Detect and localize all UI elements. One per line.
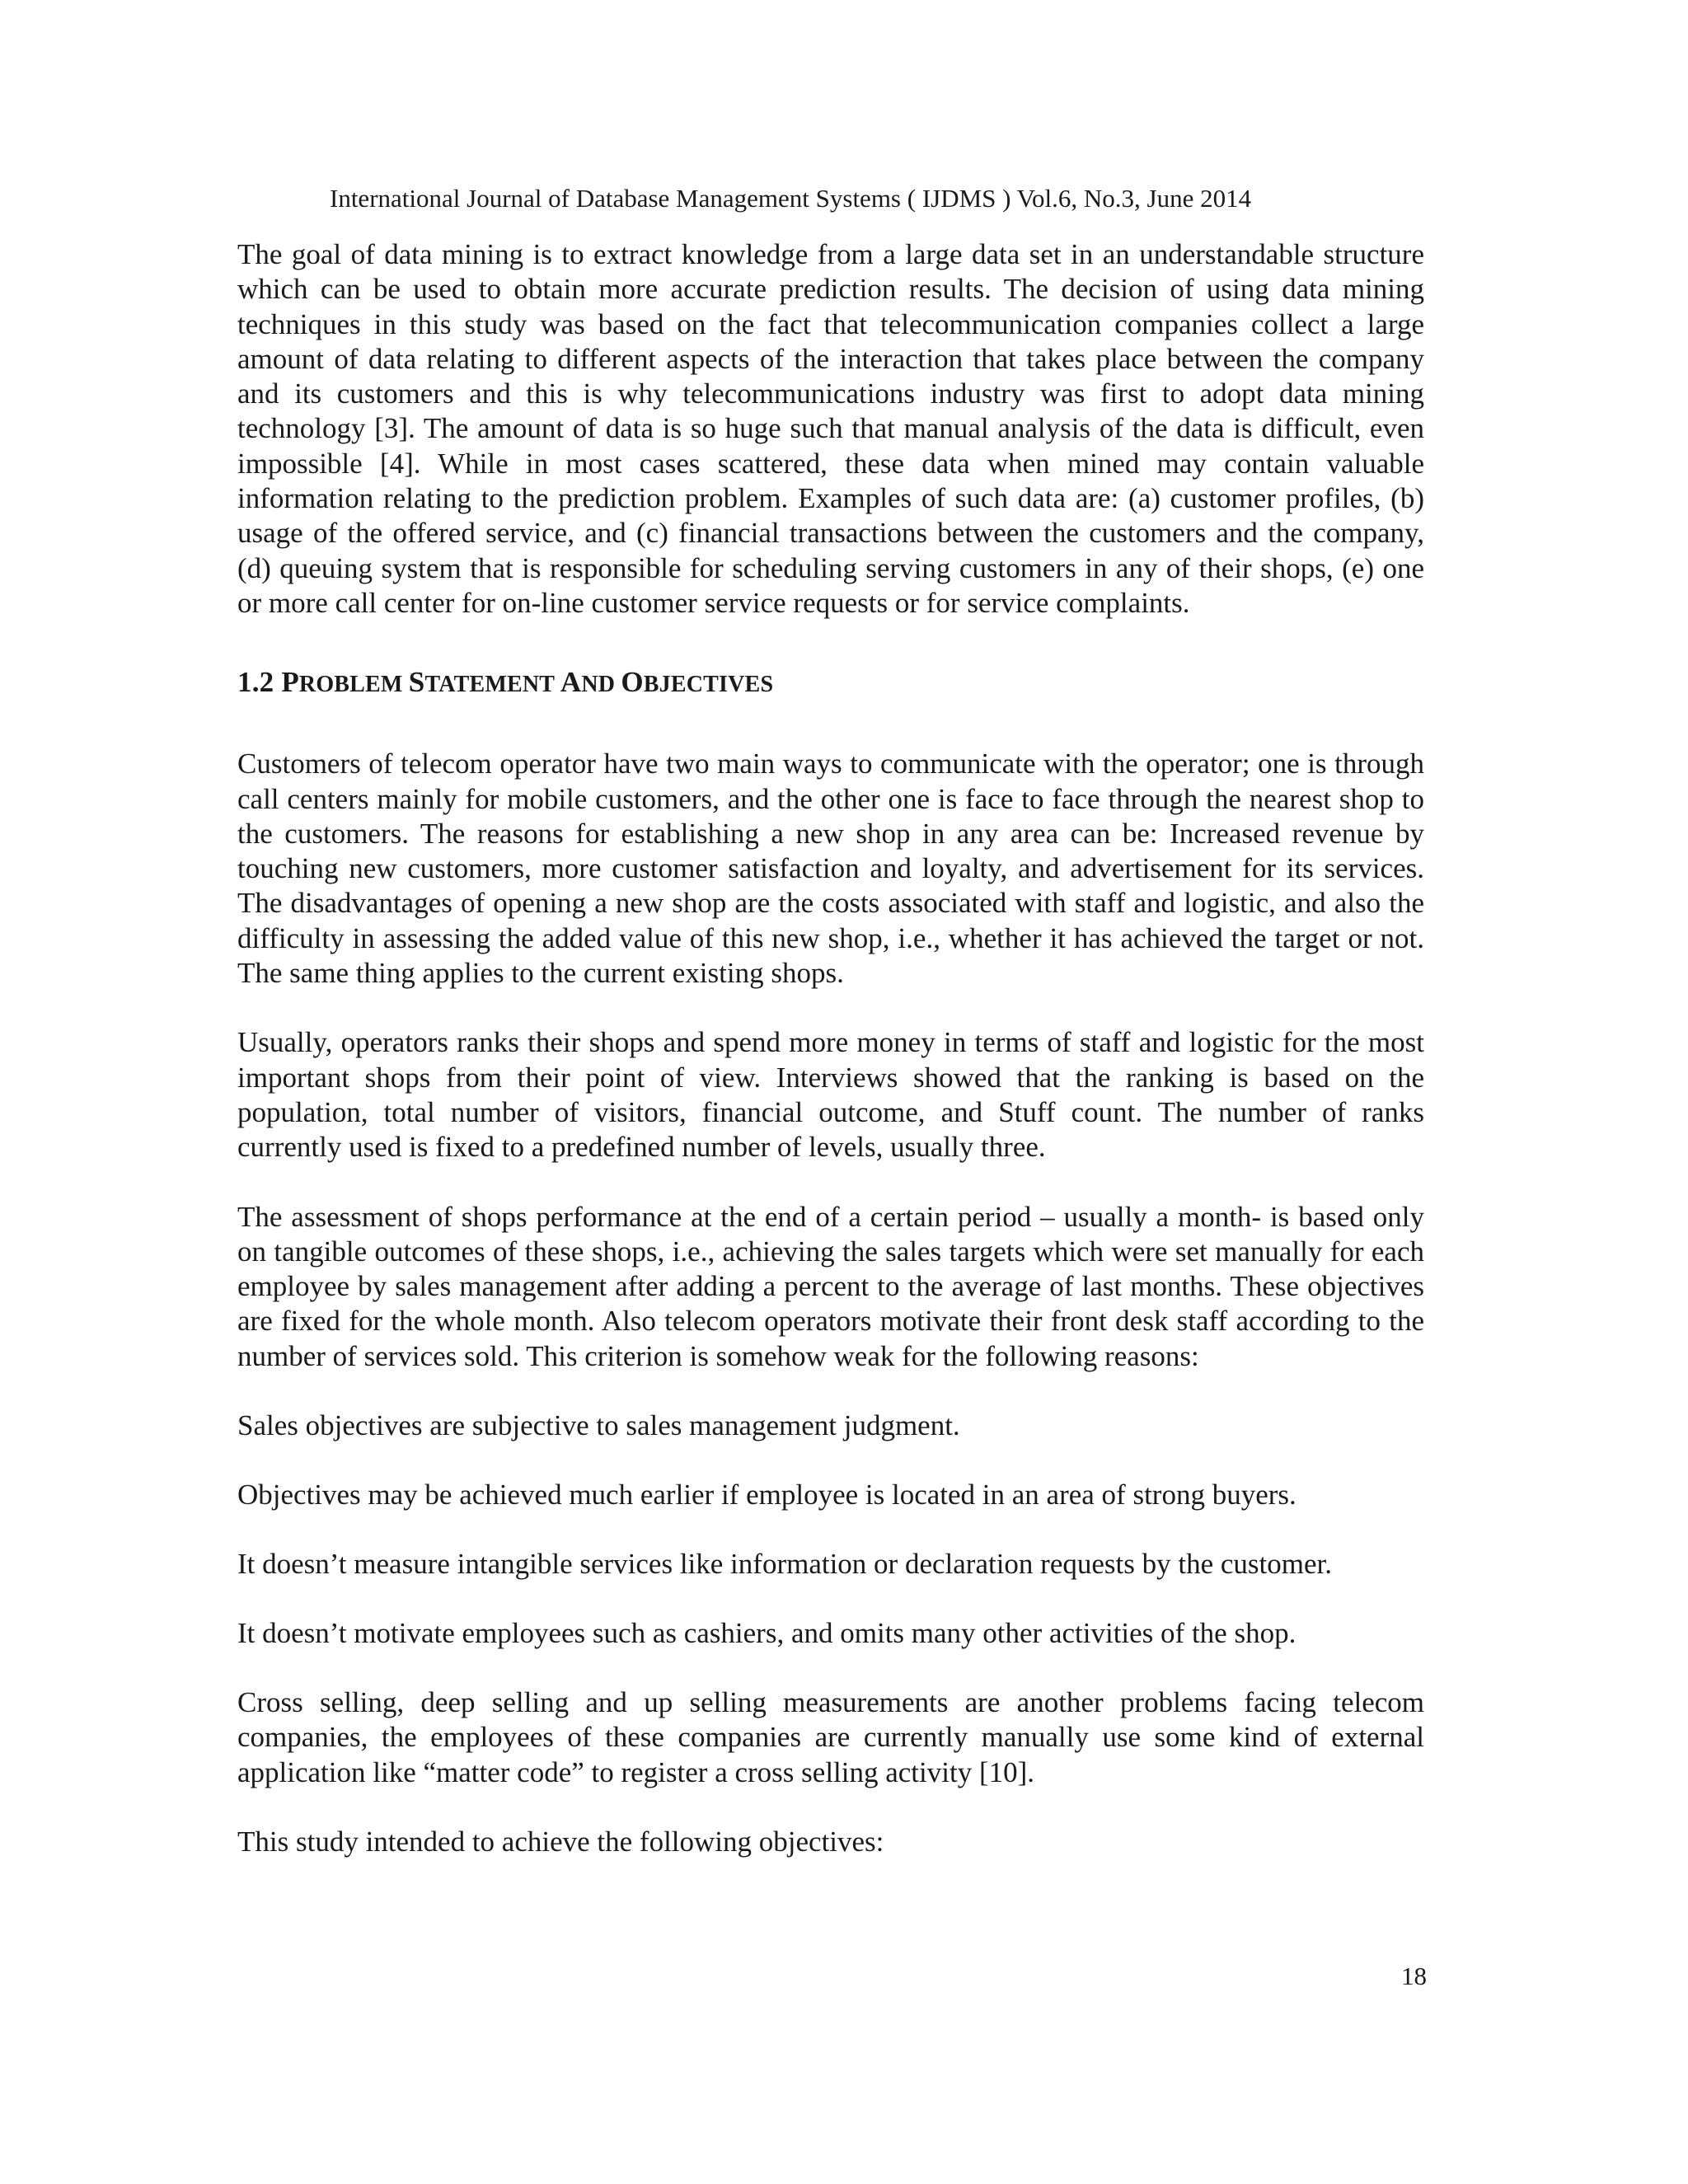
section-heading: 1.2 PROBLEM STATEMENT AND OBJECTIVES [237,666,774,699]
reason-item: Sales objectives are subjective to sales management judgment. [237,1409,960,1442]
cross-selling-paragraph: Cross selling, deep selling and up selling measurements are another problems facing telecom companies, the employees of these companies are currently manually use some kind of external application like “matter code” to register a cross selling activity [10]. [237,1686,1424,1788]
reason-item: Objectives may be achieved much earlier if employee is located in an area of strong buyers. [237,1479,1296,1511]
objectives-intro: This study intended to achieve the following objectives: [237,1825,884,1858]
page-number: 18 [1401,1961,1427,1990]
reason-item: It doesn’t motivate employees such as cashiers, and omits many other activities of the shop. [237,1617,1296,1650]
section-number: 1.2 [237,666,274,699]
page-body [237,237,1424,1859]
running-header: International Journal of Database Management Systems ( IJDMS ) Vol.6, No.3, June 2014 [330,184,1252,213]
assessment-paragraph: The assessment of shops performance at the end of a certain period – usually a month- is based only on tangible outcomes of these shops, i.e., achieving the sales targets which were set manually for each employee by sales management after adding a percent to the average of last months. These objectives are fixed for the whole month. Also telecom operators motivate their front desk staff according to the number of services sold. This criterion is somehow weak for the following reasons: [237,1200,1424,1372]
ranking-paragraph: Usually, operators ranks their shops and spend more money in terms of staff and logistic for the most important shops from their point of view. Interviews showed that the ranking is based on the population, total number of visitors, financial outcome, and Stuff count. The number of ranks currently used is fixed to a predefined number of levels, usually three. [237,1026,1424,1164]
reason-item: It doesn’t measure intangible services like information or declaration requests by the customer. [237,1548,1332,1581]
intro-paragraph: The goal of data mining is to extract knowledge from a large data set in an understandable structure which can be used to obtain more accurate prediction results. The decision of using data mining techniques in this study was based on the fact that telecommunication companies collect a large amount of data relating to different aspects of the interaction that takes place between the company and its customers and this is why telecommunications industry was first to adopt data mining technology [3]. The amount of data is so huge such that manual analysis of the data is difficult, even impossible [4]. While in most cases scattered, these data when mined may contain valuable information relating to the prediction problem. Examples of such data are: (a) customer profiles, (b) usage of the offered service, and (c) financial transactions between the customers and the company, (d) queuing system that is responsible for scheduling serving customers in any of their shops, (e) one or more call center for on-line customer service requests or for service complaints. [237,238,1424,619]
channels-paragraph: Customers of telecom operator have two main ways to communicate with the operator; one is through call centers mainly for mobile customers, and the other one is face to face through the nearest shop to the customers. The reasons for establishing a new shop in any area can be: Increased revenue by touching new customers, more customer satisfaction and loyalty, and advertisement for its services. The disadvantages of opening a new shop are the costs associated with staff and logistic, and also the difficulty in assessing the added value of this new shop, i.e., whether it has achieved the target or not. The same thing applies to the current existing shops. [237,748,1424,990]
